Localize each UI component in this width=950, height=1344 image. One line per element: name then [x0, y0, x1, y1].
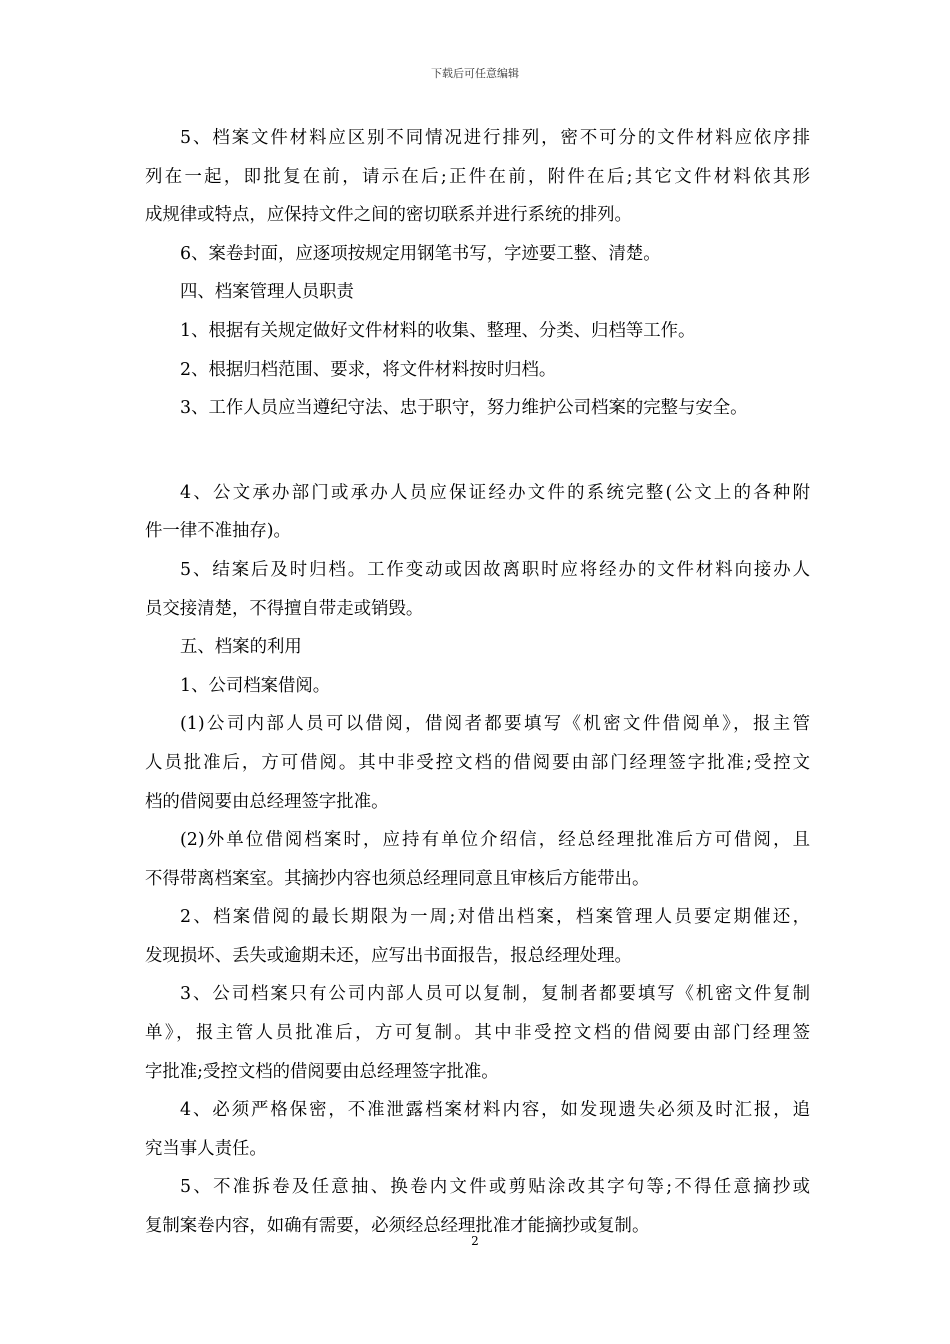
text-line: (2)外单位借阅档案时，应持有单位介绍信，经总经理批准后方可借阅，且: [180, 830, 810, 851]
text-line: 5、档案文件材料应区别不同情况进行排列，密不可分的文件材料应依序排: [180, 128, 810, 148]
paragraph-gap: [145, 428, 810, 474]
text-line: 4、公文承办部门或承办人员应保证经办文件的系统完整(公文上的各种附: [180, 482, 810, 503]
text-line: 1、根据有关规定做好文件材料的收集、整理、分类、归档等工作。: [180, 320, 696, 341]
document-body: [145, 119, 810, 1246]
page-header: 下载后可任意编辑: [431, 67, 519, 80]
text-line: 员交接清楚，不得擅自带走或销毁。: [145, 598, 424, 619]
text-line: 6、案卷封面，应逐项按规定用钢笔书写，字迹要工整、清楚。: [180, 243, 661, 264]
text-line: 件一律不准抽存)。: [145, 521, 291, 542]
text-line: 档的借阅要由总经理签字批准。: [145, 791, 389, 812]
text-line: 人员批准后，方可借阅。其中非受控文档的借阅要由部门经理签字批准;受控文: [145, 752, 810, 773]
text-line: 5、不准拆卷及任意抽、换卷内文件或剪贴涂改其字句等;不得任意摘抄或: [180, 1177, 810, 1198]
text-line: 究当事人责任。: [145, 1138, 267, 1159]
text-line: 单》，报主管人员批准后，方可复制。其中非受控文档的借阅要由部门经理签: [145, 1023, 810, 1044]
text-line: 1、公司档案借阅。: [180, 675, 331, 696]
text-line: 发现损坏、丢失或逾期未还，应写出书面报告，报总经理处理。: [145, 945, 632, 966]
text-line: 2、根据归档范围、要求，将文件材料按时归档。: [180, 359, 557, 380]
text-line: 5、结案后及时归档。工作变动或因故离职时应将经办的文件材料向接办人: [180, 559, 810, 580]
text-line: (1)公司内部人员可以借阅，借阅者都要填写《机密文件借阅单》，报主管: [180, 714, 810, 735]
text-line: 字批准;受控文档的借阅要由总经理签字批准。: [145, 1061, 499, 1082]
text-line: 2、档案借阅的最长期限为一周;对借出档案，档案管理人员要定期催还，: [180, 907, 810, 928]
section-heading: 四、档案管理人员职责: [180, 282, 354, 303]
text-line: 成规律或特点，应保持文件之间的密切联系并进行系统的排列。: [145, 205, 632, 226]
text-line: 不得带离档案室。其摘抄内容也须总经理同意且审核后方能带出。: [145, 868, 650, 889]
section-heading: 五、档案的利用: [180, 637, 302, 658]
text-line: 3、工作人员应当遵纪守法、忠于职守，努力维护公司档案的完整与安全。: [180, 398, 748, 419]
text-line: 3、公司档案只有公司内部人员可以复制，复制者都要填写《机密文件复制: [180, 984, 810, 1005]
text-line: 4、必须严格保密，不准泄露档案材料内容，如发现遗失必须及时汇报，追: [180, 1100, 810, 1121]
text-line: 复制案卷内容，如确有需要，必须经总经理批准才能摘抄或复制。: [145, 1216, 650, 1237]
page-number: 2: [471, 1234, 479, 1248]
text-line: 列在一起，即批复在前，请示在后;正件在前，附件在后;其它文件材料依其形: [145, 166, 810, 187]
